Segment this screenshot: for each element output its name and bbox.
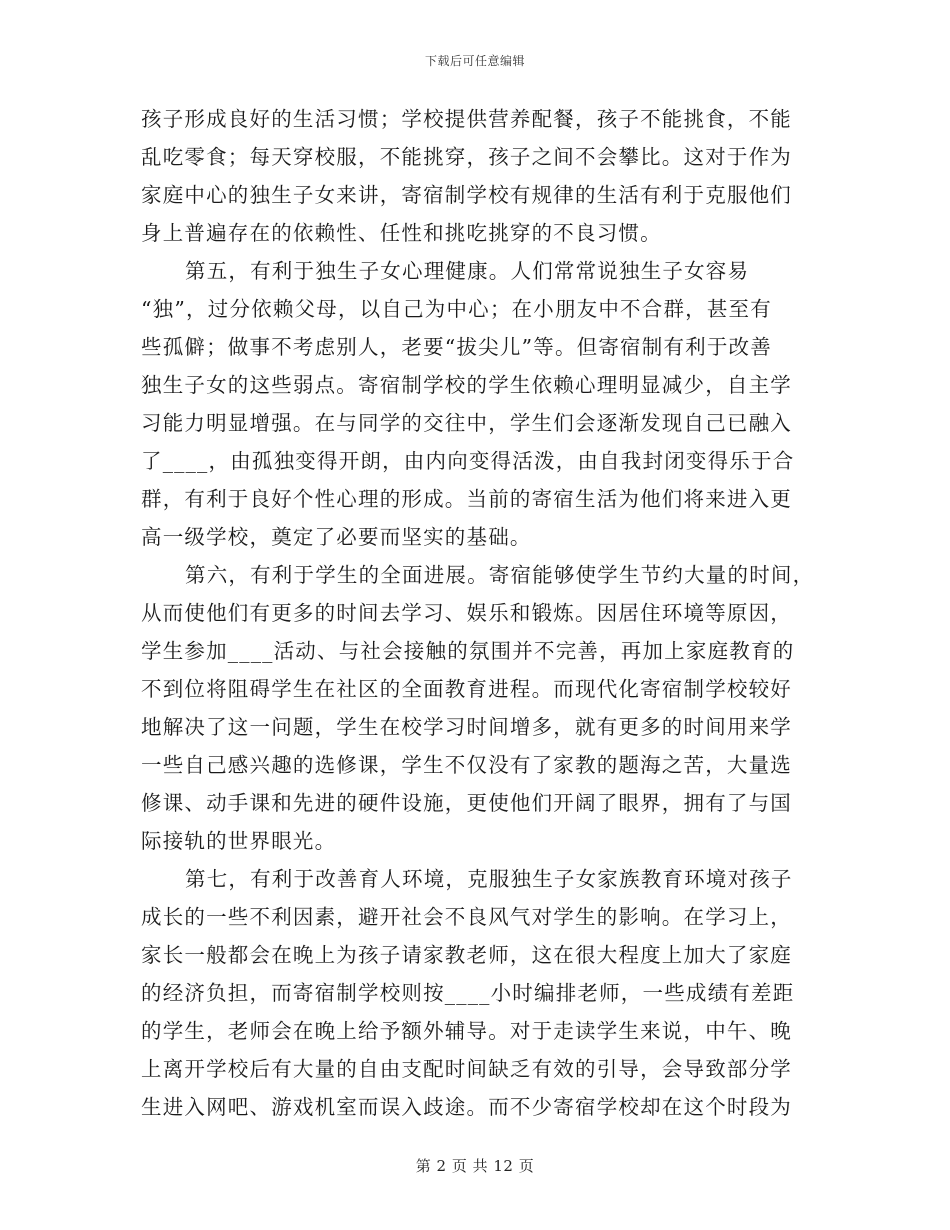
text-line: 从而使他们有更多的时间去学习、娱乐和锻炼。因居住环境等原因， xyxy=(141,601,792,625)
text-line: 家庭中心的独生子女来讲，寄宿制学校有规律的生活有利于克服他们 xyxy=(141,183,792,207)
text-line: 一些自己感兴趣的选修课，学生不仅没有了家教的题海之苦，大量选 xyxy=(141,753,792,777)
text-line: 些孤僻；做事不考虑别人，老要“拔尖儿”等。但寄宿制有利于改善 xyxy=(141,335,772,359)
text-line: 学生参加____活动、与社会接触的氛围并不完善，再加上家庭教育的 xyxy=(141,639,795,663)
page-number: 第 2 页 共 12 页 xyxy=(415,1157,535,1175)
text-line: 孩子形成良好的生活习惯；学校提供营养配餐，孩子不能挑食，不能 xyxy=(141,107,792,131)
document-body xyxy=(141,100,815,1126)
text-line: 生进入网吧、游戏机室而误入歧途。而不少寄宿学校却在这个时段为 xyxy=(141,1095,792,1119)
text-line: 际接轨的世界眼光。 xyxy=(141,829,337,853)
text-line: 地解决了这一问题，学生在校学习时间增多，就有更多的时间用来学 xyxy=(141,715,792,739)
paragraph-start-line: 第七，有利于改善育人环境，克服独生子女家族教育环境对孩子 xyxy=(185,867,793,891)
text-line: 修课、动手课和先进的硬件设施，更使他们开阔了眼界，拥有了与国 xyxy=(141,791,792,815)
text-line: 了____，由孤独变得开朗，由内向变得活泼，由自我封闭变得乐于合 xyxy=(141,449,795,473)
paragraph-start-line: 第六，有利于学生的全面进展。寄宿能够使学生节约大量的时间， xyxy=(185,563,815,587)
text-line: 成长的一些不利因素，避开社会不良风气对学生的影响。在学习上， xyxy=(141,905,792,929)
text-line: 乱吃零食；每天穿校服，不能挑穿，孩子之间不会攀比。这对于作为 xyxy=(141,145,792,169)
paragraph-start-line: 第五，有利于独生子女心理健康。人们常常说独生子女容易 xyxy=(185,259,750,283)
text-line: 群，有利于良好个性心理的形成。当前的寄宿生活为他们将来进入更 xyxy=(141,487,792,511)
text-line: “独”，过分依赖父母，以自己为中心；在小朋友中不合群，甚至有 xyxy=(141,297,772,321)
text-line: 家长一般都会在晚上为孩子请家教老师，这在很大程度上加大了家庭 xyxy=(141,943,792,967)
text-line: 的学生，老师会在晚上给予额外辅导。对于走读学生来说，中午、晚 xyxy=(141,1019,792,1043)
page-header: 下载后可任意编辑 xyxy=(424,54,525,68)
text-line: 上离开学校后有大量的自由支配时间缺乏有效的引导，会导致部分学 xyxy=(141,1057,792,1081)
text-line: 身上普遍存在的依赖性、任性和挑吃挑穿的不良习惯。 xyxy=(141,221,662,245)
text-line: 的经济负担，而寄宿制学校则按____小时编排老师，一些成绩有差距 xyxy=(141,981,795,1005)
text-line: 不到位将阻碍学生在社区的全面教育进程。而现代化寄宿制学校较好 xyxy=(141,677,792,701)
text-line: 高一级学校，奠定了必要而坚实的基础。 xyxy=(141,525,532,549)
text-line: 独生子女的这些弱点。寄宿制学校的学生依赖心理明显减少，自主学 xyxy=(141,373,792,397)
text-line: 习能力明显增强。在与同学的交往中，学生们会逐渐发现自己已融入 xyxy=(141,411,792,435)
